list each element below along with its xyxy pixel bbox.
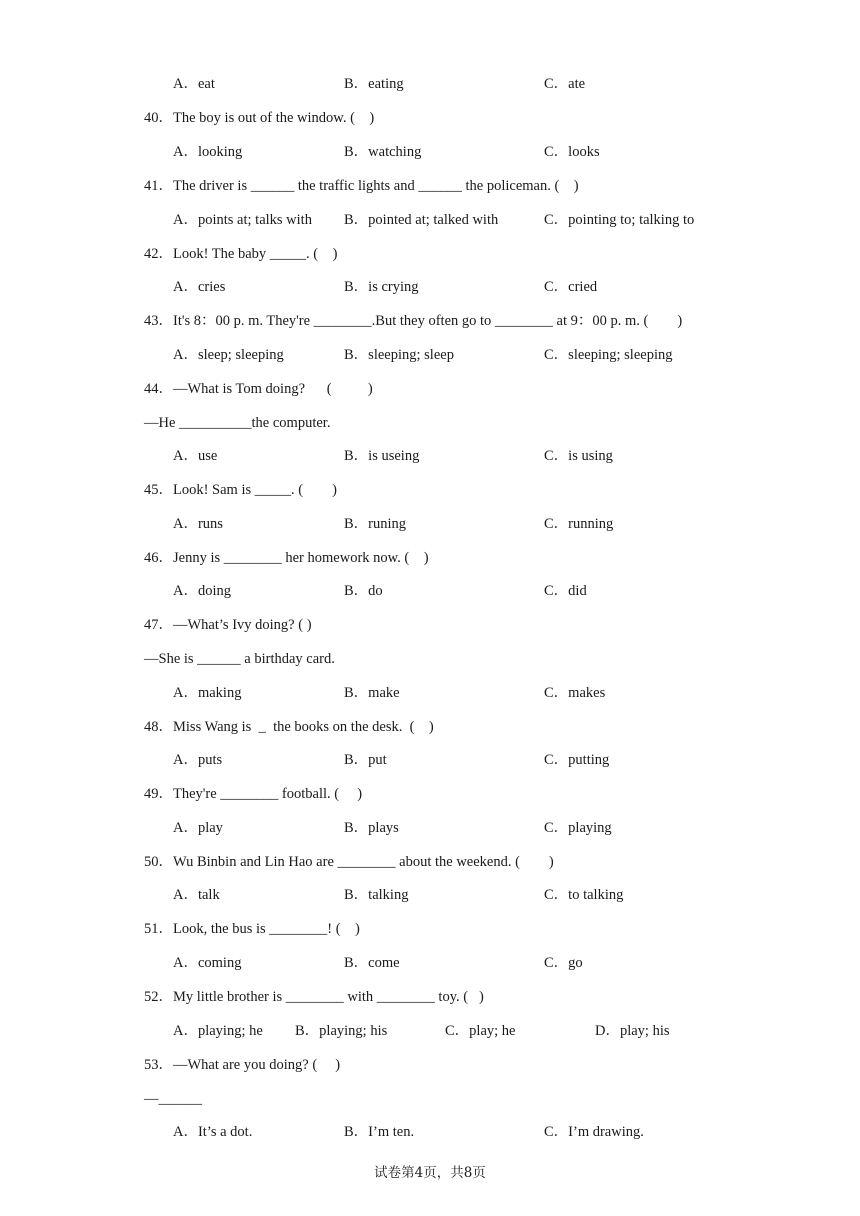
option-44-b: B．is useing — [344, 448, 420, 464]
option-41-b: B．pointed at; talked with — [344, 212, 499, 228]
option-50-b: B．talking — [344, 887, 409, 903]
question-47: 47．—What’s Ivy doing? ( ) — [144, 617, 312, 633]
option-43-b: B．sleeping; sleep — [344, 347, 454, 363]
option-42-b: B．is crying — [344, 279, 419, 295]
option-39-a: A．eat — [173, 76, 215, 92]
option-46-a: A．doing — [173, 583, 231, 599]
option-48-c: C．putting — [544, 752, 610, 768]
option-43-c: C．sleeping; sleeping — [544, 347, 673, 363]
question-49: 49．They're ________ football. ( ) — [144, 786, 363, 802]
question-42: 42．Look! The baby _____. ( ) — [144, 246, 338, 262]
question-45: 45．Look! Sam is _____. ( ) — [144, 482, 337, 498]
option-42-c: C．cried — [544, 279, 598, 295]
option-40-b: B．watching — [344, 144, 422, 160]
option-40-a: A．looking — [173, 144, 243, 160]
question-43: 43．It's 8：00 p. m. They're ________.But they often go to ________ at 9：00 p. m. ( ) — [144, 313, 683, 329]
option-39-b: B．eating — [344, 76, 404, 92]
option-51-c: C．go — [544, 955, 583, 971]
option-49-b: B．plays — [344, 820, 399, 836]
option-46-c: C．did — [544, 583, 587, 599]
option-48-b: B．put — [344, 752, 387, 768]
option-53-a: A．It’s a dot. — [173, 1124, 253, 1140]
question-53: 53．—What are you doing? ( ) — [144, 1057, 341, 1073]
question-50: 50．Wu Binbin and Lin Hao are ________ about the weekend. ( ) — [144, 854, 554, 870]
option-52-c: C．play; he — [445, 1023, 516, 1039]
option-42-a: A．cries — [173, 279, 226, 295]
option-39-c: C．ate — [544, 76, 586, 92]
question-44-line2: —He __________the computer. — [144, 415, 331, 431]
option-49-c: C．playing — [544, 820, 612, 836]
option-41-a: A．points at; talks with — [173, 212, 312, 228]
option-45-c: C．running — [544, 516, 614, 532]
question-52: 52．My little brother is ________ with ________ toy. ( ) — [144, 989, 484, 1005]
option-52-b: B．playing; his — [295, 1023, 388, 1039]
option-40-c: C．looks — [544, 144, 600, 160]
question-40: 40．The boy is out of the window. ( ) — [144, 110, 375, 126]
option-51-b: B．come — [344, 955, 400, 971]
question-41: 41．The driver is ______ the traffic lights and ______ the policeman. ( ) — [144, 178, 579, 194]
option-44-a: A．use — [173, 448, 218, 464]
option-52-d: D．play; his — [595, 1023, 670, 1039]
question-46: 46．Jenny is ________ her homework now. ( ) — [144, 550, 429, 566]
option-47-b: B．make — [344, 685, 400, 701]
option-52-a: A．playing; he — [173, 1023, 263, 1039]
option-47-a: A．making — [173, 685, 242, 701]
option-45-b: B．runing — [344, 516, 407, 532]
option-53-b: B．I’m ten. — [344, 1124, 415, 1140]
option-50-a: A．talk — [173, 887, 220, 903]
option-49-a: A．play — [173, 820, 223, 836]
option-41-c: C．pointing to; talking to — [544, 212, 695, 228]
question-53-line2: —______ — [144, 1091, 202, 1107]
question-51: 51．Look, the bus is ________! ( ) — [144, 921, 360, 937]
option-45-a: A．runs — [173, 516, 223, 532]
question-48: 48．Miss Wang is _ the books on the desk. ( ) — [144, 719, 434, 735]
question-47-line2: —She is ______ a birthday card. — [144, 651, 335, 667]
option-47-c: C．makes — [544, 685, 606, 701]
question-44: 44．—What is Tom doing? ( ) — [144, 381, 373, 397]
option-43-a: A．sleep; sleeping — [173, 347, 284, 363]
option-51-a: A．coming — [173, 955, 242, 971]
option-44-c: C．is using — [544, 448, 613, 464]
page-footer: 试卷第4页，共8页 — [374, 1165, 486, 1181]
option-50-c: C．to talking — [544, 887, 624, 903]
option-48-a: A．puts — [173, 752, 223, 768]
option-46-b: B．do — [344, 583, 383, 599]
option-53-c: C．I’m drawing. — [544, 1124, 644, 1140]
